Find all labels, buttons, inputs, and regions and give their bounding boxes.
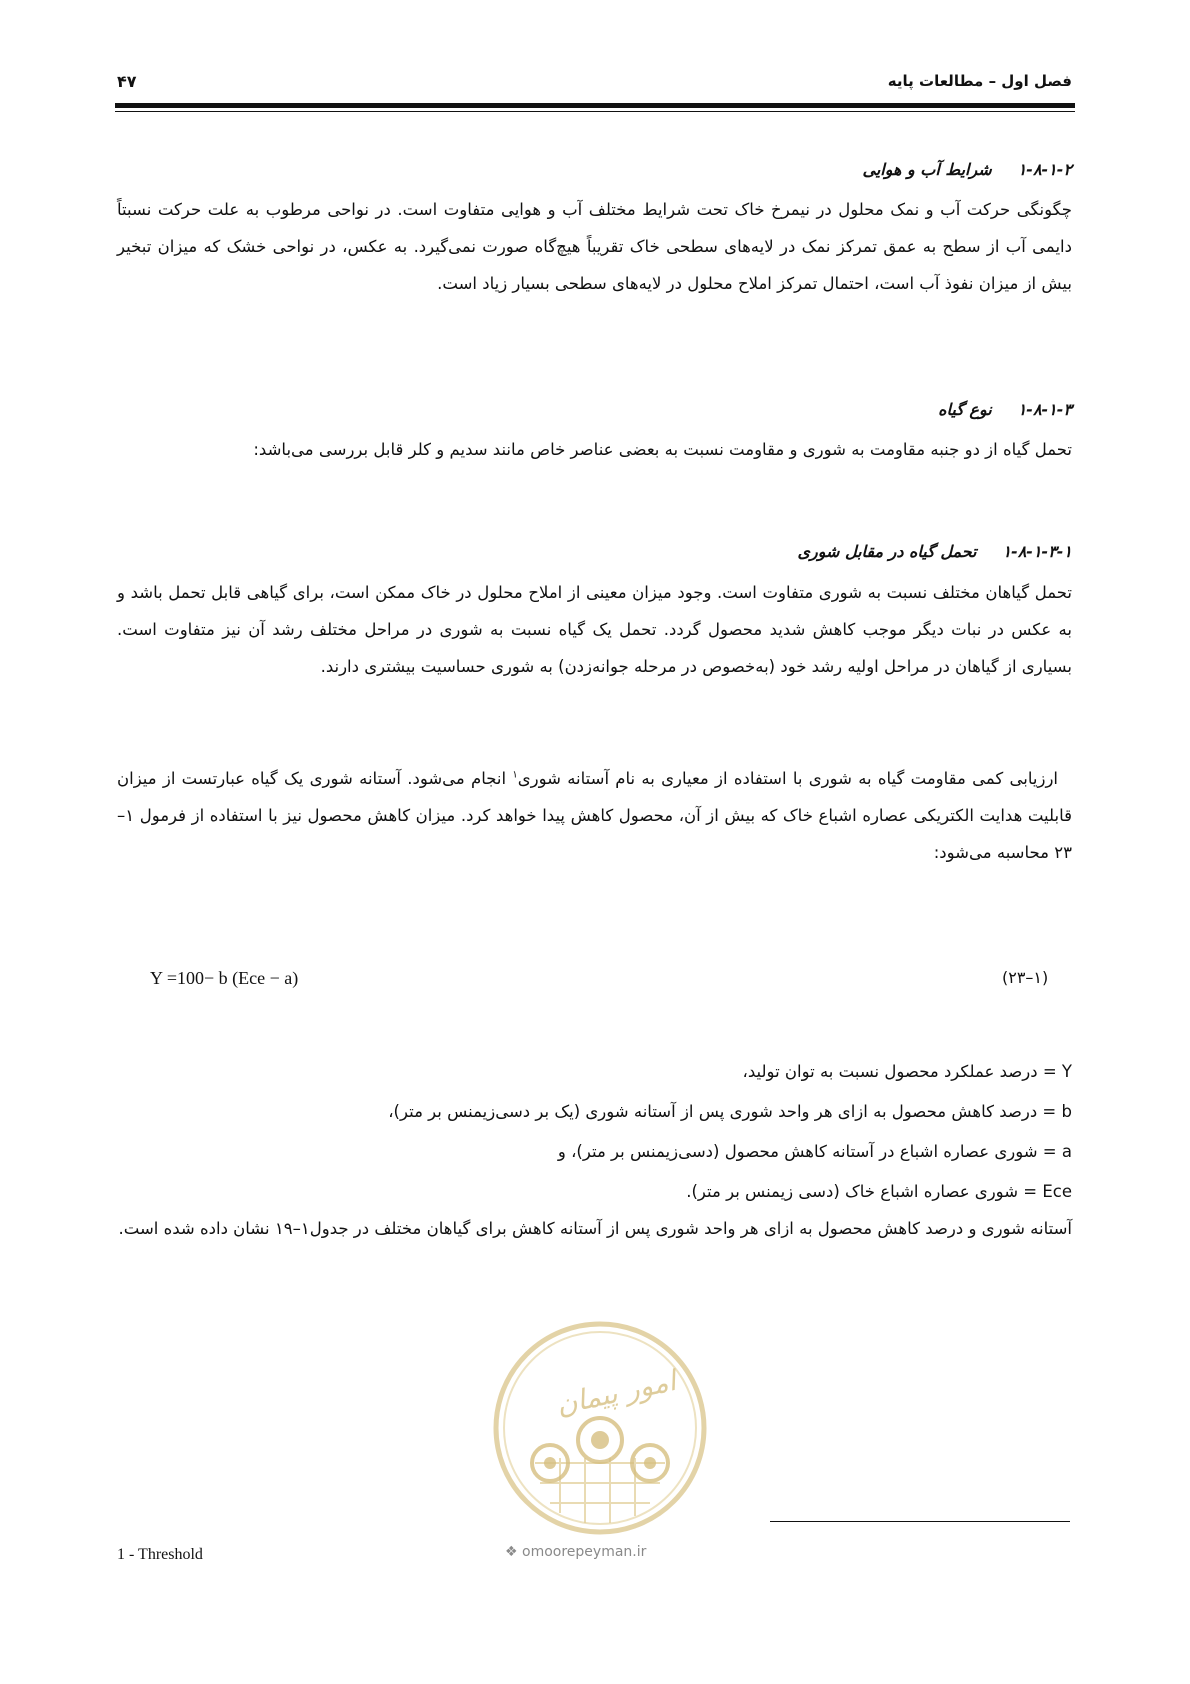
paragraph-text: ارزیابی کمی مقاومت گیاه به شوری با استفاده از معیاری به نام آستانه شوری bbox=[517, 769, 1058, 788]
header-rule-thin bbox=[115, 111, 1075, 112]
watermark-text: امور پیمان bbox=[553, 1363, 679, 1422]
definition-item: Y = درصد عملکرد محصول نسبت به توان تولید، bbox=[742, 1062, 1072, 1081]
section-number: ۱-۸-۱-۳ bbox=[1017, 400, 1072, 419]
paragraph-text: انجام می‌شود. آستانه شوری یک گیاه عبارتست از میزان قابلیت هدایت الکتریکی عصاره اشباع خاک که بیش از آن، محصول کاهش پیدا خواهد کرد. میزان کاهش محصول نیز با استفاده از فرمول ۱– ۲۳ محاسبه می‌شود: bbox=[117, 769, 1072, 862]
watermark-site: ❖ omoorepeyman.ir bbox=[505, 1544, 647, 1560]
header-rule-thick bbox=[115, 103, 1075, 108]
chapter-title: فصل اول – مطالعات پایه bbox=[887, 72, 1072, 90]
definition-item: b = درصد کاهش محصول به ازای هر واحد شوری پس از آستانه شوری (یک بر دسی‌زیمنس بر متر)، bbox=[388, 1102, 1072, 1121]
section-heading-salinity-tolerance bbox=[797, 542, 1072, 561]
paragraph-closing: آستانه شوری و درصد کاهش محصول به ازای هر واحد شوری پس از آستانه کاهش برای گیاهان مختلف در جدول۱–۱۹ نشان داده شده است. bbox=[118, 1219, 1072, 1238]
definition-item: a = شوری عصاره اشباع در آستانه کاهش محصول (دسی‌زیمنس بر متر)، و bbox=[557, 1142, 1072, 1161]
formula-expression: Y =100− b (Ece − a) bbox=[150, 968, 299, 988]
paragraph-plant-type: تحمل گیاه از دو جنبه مقاومت به شوری و مقاومت نسبت به بعضی عناصر خاص مانند سدیم و کلر قابل بررسی می‌باشد: bbox=[253, 440, 1072, 459]
section-heading-climate bbox=[863, 160, 1073, 179]
watermark-logo bbox=[490, 1318, 710, 1538]
paragraph-salinity-tolerance-2 bbox=[117, 760, 1072, 871]
formula-number: (۲۳–۱) bbox=[1002, 968, 1049, 987]
page-number: ۴۷ bbox=[117, 72, 137, 91]
footnote-rule bbox=[770, 1521, 1070, 1522]
paragraph-salinity-tolerance-1: تحمل گیاهان مختلف نسبت به شوری متفاوت است. وجود میزان معینی از املاح محلول در خاک ممکن است، برای گیاهی قابل تحمل باشد و به عکس در نبات دیگر موجب کاهش شدید محصول گردد. تحمل یک گیاه نسبت به شوری در مراحل مختلف رشد آن نیز متفاوت است. بسیاری از گیاهان در مراحل اولیه رشد خود (به‌خصوص در مرحله جوانه‌زدن) به شوری حساسیت بیشتری دارند. bbox=[117, 583, 1072, 676]
definition-list bbox=[388, 1052, 1072, 1212]
section-title: نوع گیاه bbox=[938, 400, 992, 419]
section-heading-plant-type bbox=[938, 400, 1072, 419]
section-number: ۱-۸-۱-۲ bbox=[1017, 160, 1072, 179]
section-number: ۱-۸-۱-۳-۱ bbox=[1002, 542, 1072, 561]
section-title: شرایط آب و هوایی bbox=[862, 160, 992, 179]
paragraph-climate: چگونگی حرکت آب و نمک محلول در نیمرخ خاک تحت شرایط مختلف آب و هوایی متفاوت است. در نواحی مرطوب به علت حرکت نسبتاً دایمی آب از سطح به عمق تمرکز نمک در لایه‌های سطحی خاک تقریباً هیچ‌گاه صورت نمی‌گیرد. به عکس، در نواحی خشک که میزان تبخیر بیش از میزان نفوذ آب است، احتمال تمرکز املاح محلول در لایه‌های سطحی بسیار زیاد است. bbox=[117, 200, 1072, 293]
footnote-ref: ۱ bbox=[512, 769, 518, 781]
section-title: تحمل گیاه در مقابل شوری bbox=[797, 542, 977, 561]
footnote: 1 - Threshold bbox=[117, 1546, 203, 1563]
watermark-site-text: omoorepeyman.ir bbox=[522, 1544, 647, 1560]
definition-item: Ece = شوری عصاره اشباع خاک (دسی زیمنس بر متر). bbox=[686, 1182, 1072, 1201]
